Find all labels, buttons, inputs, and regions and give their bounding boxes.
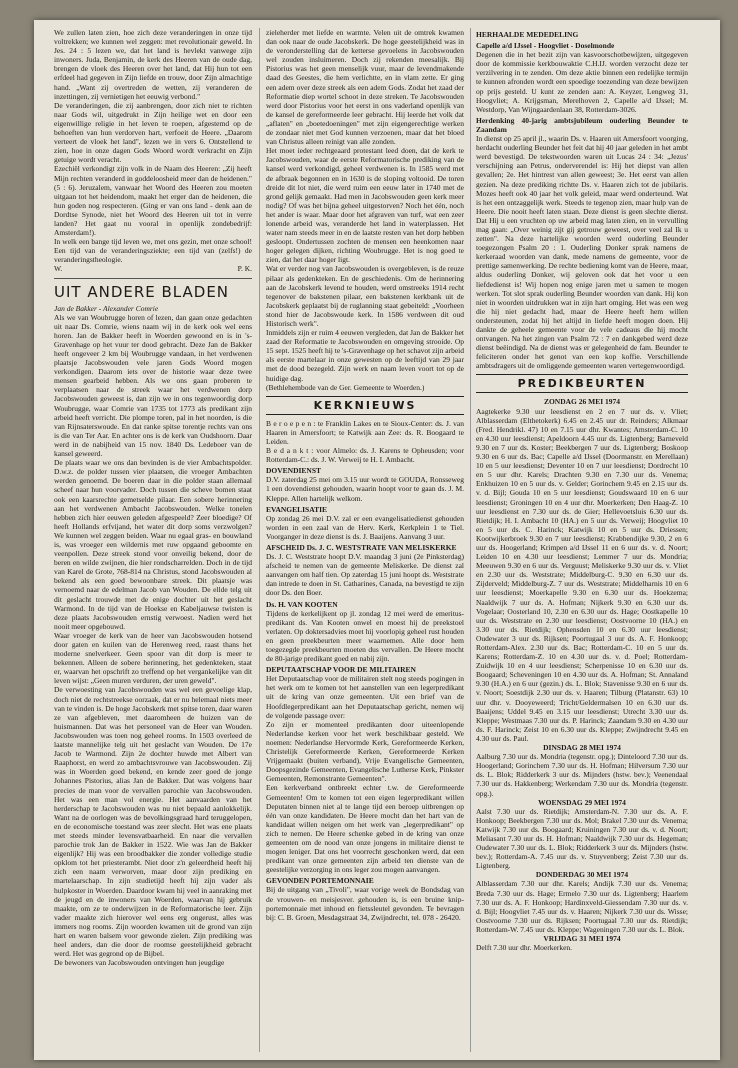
article-paragraph: In welk een bange tijd leven we, met ons gezin, met onze school! Een tijd van de veranderingsziekte; een tijd van (zelfs!) de veranderingstheologie. bbox=[54, 237, 252, 265]
schedule-entries: Aalst 7.30 uur ds. Rietdijk; Amsterdam-N. 7.30 uur ds. A. F. Honkoop; Beekbergen 7.30 uur ds. Mol; Brakel 7.30 uur ds. Venema; Katwijk 7.30 uur ds. Boogaard; Kruiningen 7.30 uur ds. v. d. Noort; Meliasant 7.30 uur ds. H. Hofman; Naaldwijk 7.30 uur ds. Hegeman; Oudewater 7.30 uur ds. L. Blok; Ridderkerk 3 uur ds. Mijnders (hstw. bev.); Rotterdam-A. 7.45 uur ds. v. Stuyvenberg; Zeist 7.30 uur ds. Ligtenberg. bbox=[476, 806, 688, 871]
news-bedankt: B e d a n k t : voor Almelo: ds. J. Karens te Opheusden; voor Rotterdam-C.: ds. J. W. Verweij te H. I. Ambacht. bbox=[266, 446, 464, 465]
schedule-day-heading: VRIJDAG 31 MEI 1974 bbox=[543, 934, 621, 943]
news-paragraph: Tijdens de kerkelijkent op jl. zondag 12 mei werd de emeritus-predikant ds. Van Kooten onwel en moest hij de preekstoel verlaten. Op doktersadvies moet hij voorlopig geheel rust houden en geen preekbeurten meer waarnemen. Alle door hem toegezegde preekbeurten moeten dus vervallen. De Heere mocht de 80-jarige predikant goed en nabij zijn. bbox=[266, 608, 464, 664]
section-title-predikbeurten: PREDIKBEURTEN bbox=[476, 374, 688, 393]
news-paragraph: Zo zijn er momenteel predikanten door uiteenlopende Nederlandse kerken voor het werk beschikbaar gesteld. We noemen: Nederlandse Hervormde Kerk, Gereformeerde Kerken, Christelijk Gereformeerde Kerken, Gereformeerde Kerken Vrijgemaakt (buiten verband), Vrije Evangelische Gemeenten, Doopsgezinde Gemeenten, Evangelische Lutherse Kerk, Pinkster Gemeenten, Remonstrante Gemeenten". bbox=[266, 719, 464, 784]
newspaper-page bbox=[34, 20, 720, 1060]
article-source: (Bethlehembode van de Ger. Gemeente te Woerden.) bbox=[266, 382, 425, 392]
schedule-entries: Aalburg 7.30 uur ds. Mondria (tegenstr. opg.); Dinteloord 7.30 uur ds. Hoogerland; Gorinchem 7.30 uur ds. H. Hofman; Hilversum 7.30 uur ds. L. Blok; Ridderkerk 3 uur ds. Mijnders (hstw. bev.); Veenendaal 7.30 uur ds. Hakkenberg; Werkendam 7.30 uur ds. Mondria (tegenstr. opg.). bbox=[476, 752, 688, 798]
article-paragraph: Als we van Woubrugge horen of lezen, dan gaan onze gedachten uit naar Ds. Comrie, wiens naam wij in de kerk ook wel eens horen. Jan de Bakker heeft in Woerden gewoond en is in 's-Gravenhage op het vuur ter dood gebracht. Deze Jan de Bakker heeft ongeveer 2 km bij Woubrugge vandaan, in het verdwenen plaatsje Jacobswouden vele jaren Gods Woord mogen verkondigen. Daarom iets over de historie waar deze twee mensen gearbeid hebben. Als we ons gaan proberen te verplaatsen naar de streek waar het verdwenen dorp Jacobswouden geweest is, dan zijn we in ons tegenwoordig dorp Woubrugge, waar Comrie van 1735 tot 1773 als predikant zijn arbeid heeft verricht. Die plompe toren, pal in het noorden, is die van Rijnsaterswoude. En dat ranke spitse torentje rechts van ons is die van Ter Aar. En achter ons is de kerk van Oudshoorn. Daar werd in de nabijheid van 15 nov. 1840 Ds. Ledeboer van de kansel geweerd. bbox=[54, 312, 252, 459]
signature-right: P. K. bbox=[237, 264, 252, 274]
section-rule bbox=[54, 278, 252, 279]
article-paragraph: Waar vroeger de kerk van de heer van Jacobswouden hotsend door gaten en kuilen van de Herenweg reed, raast thans het moderne snelverkeer. Geen spoor van dit dorp is meer te bekennen. Alleen de sobere herinnering, het gedenkteken, staat er, waarvan het opschrift zo treffend op het vergankelijke van dit leven wijst: „Geen muren verduren, der uren geweld". bbox=[54, 630, 252, 686]
news-heading: AFSCHEID Ds. J. C. WESTSTRATE VAN MELISKERKE bbox=[266, 542, 457, 552]
article-paragraph: We zullen laten zien, hoe zich deze veranderingen in onze tijd voltrekken; we kunnen wel zeggen: met revolutionair geweld. In Jes. 24 : 5 lezen we, dat het land is hevlekt vanwege zijn inwoners. Juda, Benjamin, de kerk des Heeren van de oude dag, brengen de vloek des Heeren over het land, dat Hij hun tot een erfdeel had gegeven in Zijn liefde en trouw, door Zijn almachtige hand. „Want zij overtreden de wetten, zij veranderen de inzettingen, zij vernietigen het eeuwig verbond." bbox=[54, 28, 252, 101]
column-divider bbox=[259, 28, 260, 1052]
article-paragraph: zieleherder met liefde en warmte. Velen uit de omtrek kwamen dan ook naar de oude Jacobskerk. De hoge geestelijkheid was in de veronderstelling dat de ketterse gevoelens in Jacobswouden wel zouden insluimeren. Doch zij rekenden meesalijk. Bij Pistorius was het geen menselijk vuur, maar de levendmakende daad des Geestes, die hem verlichtte, en in vlam zette. Er ging een adem over deze streek als een adem Gods. Zodat het zaad der Reformatie diep wortel schoot in deze streken. Te Jacobswouden werd door Pistorius voor het eerst in ons vaderland openlijk van de kansel de gereformeerde leer gebracht. Hij leerde het volk dat „aflaten" en „boetedoeningen" met zijn eigengerechtige werken de zondaar niet met God kunnen verzoenen, maar dat het bloed van Christus alleen reinigt van alle zonden. bbox=[266, 28, 464, 147]
schedule-day-heading: WOENSDAG 29 MEI 1974 bbox=[538, 797, 626, 807]
news-heading: Ds. H. VAN KOOTEN bbox=[266, 599, 338, 609]
news-heading: EVANGELISATIE bbox=[266, 504, 327, 514]
news-heading: HERHAALDE MEDEDELING bbox=[476, 30, 579, 39]
article-paragraph: Inmiddels zijn er ruim 4 eeuwen vergleden, dat Jan de Bakker het zaad der Reformatie te Jacobswouden en omgeving strooide. Op 15 sept. 1525 heeft hij te 's-Gravenhage op het schavot zijn arbeid als eerste martelaar in onze gewesten op de leeftijd van 29 jaar met de dood bezegeld. Zijn werk en naam leven voort tot op de huidige dag. bbox=[266, 328, 464, 383]
column-left bbox=[54, 28, 252, 1054]
signature-line bbox=[54, 264, 252, 273]
schedule-day-heading: ZONDAG 26 MEI 1974 bbox=[543, 397, 621, 407]
schedule-entries: Delft 7.30 uur dhr. Moerkerken. bbox=[476, 943, 573, 953]
news-beroepen: B e r o e p e n : te Franklin Lakes en te Sioux-Center: ds. J. van Haaren in Amersfoort; te Katwijk aan Zee: ds. R. Boogaard te Leiden. bbox=[266, 418, 464, 446]
column-middle bbox=[266, 28, 464, 1054]
news-paragraph: Degenen die in het bezit zijn van kasvoorschotbewijzen, uitgegeven door de kommissie kerkbouwaktie C.H.IJ. worden verzocht deze ter verzilvering in te zenden. Om deze aktie binnen een redelijke termijn te kunnen afronden wordt een spoedige toezending van deze bewijzen op prijs gesteld. U kunt ze zenden aan: A. Keyzer, Lengweg 31, Hoogvliet; A. Krijgsman, Merelhoven 2, Capelle a/d IJssel; M. Westdorp, Van Wijngaardenlaan 38, Rotterdam-3026. bbox=[476, 50, 688, 114]
news-heading: DOVENDIENST bbox=[266, 466, 322, 476]
article-paragraph: De verwoesting van Jacobswouden was wel een gevoelige klap, doch niet de rechtstreekse oorzaak, dat er nu helemaal niets meer van te vinden is. De hoge Jacobskerk met spitse toren, daar waren ze van afgebleven, met daaromheen de huizen van de huismannen. Dat was het personeel van de Heer van Wouden. Jacobswouden was toen nog geheel rooms. In 1503 overleed de laatste mannelijke telg uit het geslacht van Wouden. De 17e Jacob te Warmond. Zijn 2e dochter huwde met Albert van Raaphorst, en werd zo ambachtsvrouwe van Jacobswouden. Zij was in Woerden goed bekend, en kende zeer goed de jonge Johannes Pistorius, alias Jan de Bakker. Dat was volgens haar precies de man voor de vervallen parochie van Jacobswouden. Het was een man vol energie. Het aanvaarden van het herderschap te Jacobswouden was nu niet bepaald aanlokkelijk. Want na de oorlogen was de bevolkingsgraad hard teruggelopen, en de economische toestand was zeer slecht. Het was ene plaats met steeds minder levensvatbaarheid. En naar die vervallen parochie trok Jan de Bakker in 1522. Wie was Jan de Bakker eigenlijk? Hij was een broodbakker die zonder volledige studie opklom tot het priesterambt. Niet door z'n geleerdheid heeft hij zich een naam verworven, maar door zijn prediking en martelaarschap. In zijn studietijd heeft hij zijn vader als hulpkoster in Woerden. Daardoor kwam hij veel in aanraking met de jeugd en de inwoners van Woerden, waarvan hij gebruik maakte, om ze te onderwijzen in de Reformatorische leer. Zijn vader maakte zich hierover wel eens erg ongerust, alles was immers nog rooms. Zijn woorden kwamen uit de grond van zijn hart en waren balsem voor gewonde zielen. Zijn prediking was heel anders, dan die door de roomse geestelijkheid gebracht werd. Het was gegrond op de Bijbel. bbox=[54, 685, 252, 959]
article-byline: Jan de Bakker - Alexander Comrie bbox=[54, 303, 159, 313]
article-paragraph: De bewoners van Jacobswouden ontvingen hun jeugdige bbox=[54, 958, 225, 968]
section-title-kerknieuws: KERKNIEUWS bbox=[266, 396, 464, 415]
news-paragraph: Bij de uitgang van „Tivoli", waar vorige week de Bondsdag van de vrouwen- en meisjesver. gehouden is, is een bruine knip-portemonnaie met inhoud en fietssleutel gevonden. Te bevragen bij: C. B. Groen, Mesdagstraat 34, Zwijndrecht, tel. 078 - 26420. bbox=[266, 885, 464, 922]
news-paragraph: In dienst op 25 april jl., waarin Ds. v. Haaren uit Amersfoort voorging, herdacht ouderling Beunder het feit dat hij 40 jaar geleden in het ambt werd bevestigd. De tekstwoorden waren uit Lucas 24 : 34: „Jezus' verschijning aan Petrus, onderverendel is: Hij het diepst van allen gevallen; 2e. Het hintrest van allen geweest; 3e. Het eerst van allen gezien. Na deze prediking richtte Ds. v. Haaren zich tot de jubilaris. Mozes heeft ook 40 jaar het volk geleid, maar werd onderteund. Wat is het een ontzaggelijk werk. Steeds te tegenop zien, maar hulp van de Heere. Die nooit heeft laten staan. Deze dienst is geen slechte dienst. Dat Hij u een vruchten op uw arbeid mag laten zien, en in vervulling mag gaan: „Over weinig zijt gij getrouw geweest, over veel zal Ik u zetten". Na deze hartelijke woorden werd ouderling Beunder toegezongen Psalm 20 : 1. Ouderling Donker sprak namens de kerkeraad woorden van dank, mede namens de gemeente, voor de prettige samenwerking. De rechte bediening komt van de Heere, maar, aldus ouderling Donker, wij geloven ook dat het voor u een liefdedienst is! Wij hopen nog enige jaren met u samen te mogen werken. Tot slot sprak ouderling Beunder woorden van dank. Hij kon niet in woorden uitdrukken wat in zijn hart omging. Het was een weg die hij niet gedacht had, maar de Heere heeft hem willen ondersteunen, zodat hij het altijd in liefde heeft mogen doen. Hij dankte de geheele gemeente voor de vele cadeaus die hij mocht ontvangen. Na het zingen van Psalm 72 : 7 en dankgebed werd deze dienst beëindigd. Na de dienst was er gelegenheid de fam. Beunder te feliciteren onder het genot van een kop koffie. Verschillende ambtsdragers uit de omliggende gemeenten waren vertegenwoordigd. bbox=[476, 134, 688, 371]
news-paragraph: D.V. zaterdag 25 mei om 3.15 uur wordt te GOUDA, Ronsseweg 1 een dovendienst gehouden, waarin hoopt voor te gaan ds. J. M. Kleppe. Allen hartelijk welkom. bbox=[266, 475, 464, 503]
news-paragraph: Het Deputaatschap voor de militairen stelt nog steeds pogingen in het werk om te komen tot het aanstellen van een legerpredikant uit de kring van onze gemeenten. Uit een brief van de Hoofdlegerpredikant aan het Deputaatschap gericht, nemen wij de volgende passage over: bbox=[266, 674, 464, 720]
signature-left: W. bbox=[54, 264, 63, 274]
column-divider bbox=[470, 28, 471, 1052]
news-subheading: Capelle a/d IJssel - Hoogvliet - Doselmonde bbox=[476, 41, 615, 51]
column-right bbox=[476, 28, 688, 1054]
schedule-entries: Alblasserdam 7.30 uur dhr. Karels; Andijk 7.30 uur ds. Venema; Breda 7.30 uur ds. Hage; Ermelo 7.30 uur ds. Ligtenberg; Haarlem 7.30 uur ds. A. F. Honkoop; Hardinxveld-Giessendam 7.30 uur ds. v. d. Bijl; Hoogvliet 7.45 uur ds. v. Haaren; Nijkerk 7.30 uur ds. Wisse; Oostvoorne 7.30 uur ds. Rijksen; Poortugaal 7.30 uur ds. Rietdijk; Rotterdam-W. 7.45 uur ds. Kleppe; Wageningen 7.30 uur ds. L. Blok. bbox=[476, 879, 688, 934]
section-title-uit-andere-bladen: UIT ANDERE BLADEN bbox=[54, 282, 230, 301]
schedule-day-heading: DINSDAG 28 MEI 1974 bbox=[543, 743, 621, 753]
article-paragraph: Ezechiël verkondigt zijn volk in de Naam des Heeren: „Zij heeft Mijn rechten veranderd in goddeloosheid meer dan de heidenen." (5 : 6). Jeruzalem, vanwaar het Woord des Heeren zou moeten uitgaan tot het heidendom, maakt het erger dan de heidenen, die hun goden nog respecteren. (Ging er van ons land - denk aan de Dordtse Synode, niet het Woord des Heeren uit tot in verre landen? Het gaat nu vooral in openlijk zondebedrijf: Amsterdam!). bbox=[54, 164, 252, 238]
schedule-day-heading: DONDERDAG 30 MEI 1974 bbox=[535, 870, 629, 880]
article-paragraph: De veranderingen, die zij aanbrengen, door zich niet te richten naar Gods wil, uitgedrukt in Zijn heilige wet en door een eigenwillige religie in het leven te roepen, afgestemd op de behoeften van hun verdorven hart, verfoeit de Heere. „Daarom verteert de vloek het land", lezen we in vers 6. Ontstellend te zien, hoe in onze dagen Gods Woord wordt verkracht en Zijn getuige wordt veracht. bbox=[54, 100, 252, 165]
news-heading: GEVONDEN PORTEMONNAIE bbox=[266, 876, 374, 886]
news-paragraph: Een kerkverband ontbreekt echter t.w. de Gereformeerde Gemeenten! Om te komen tot een eigen legerpredikant willen Deputaten binnen niet al te lange tijd een beroep uitbrengen op één van onze kandidaten. De Heere mocht dan het hart van de kandidaat willen neigen om het werk van „legerpredikant" op zich te nemen. De Heere schenke gebed in de kring van onze gemeenten om de nood van onze jongens in militaire dienst te mogen leniger. Dat ons het voorrecht geschonken werd, dat een predikant van onze gemeenten zijn arbeid ten dienste van de geestelijke verzorging in ons leger zou mogen aanvangen. bbox=[266, 783, 464, 875]
news-heading: Herdenking 40-jarig ambtsjubileum ouderling Beunder te Zaandam bbox=[476, 115, 688, 134]
schedule-entries: Aagtekerke 9.30 uur leesdienst en 2 en 7 uur ds. v. Vliet; Alblasserdam (Elthetokerk) 6.45 en 2.45 uur dr. Reinders; Alkmaar (Fred. Hendrikl. 47) 10 en 7.15 uur dhr. Kwantes; Amsterdam-C. 10 en 4.30 uur leesdienst; Apeldoorn 4.45 uur ds. Ligtenberg; Barneveld 9.30 en 7 uur ds. Koster; Beekbergen 7 uur ds. Ligtenberg; Boskoop 9.30 en 6 uur ds. Bac; Capelle a/d IJssel (Doormanstr. en Merellaan) 10 en 5 uur leesdienst; Deventer 10 en 7 uur leesdienst; Dordrecht 10 en 5 uur dhr. Karels; Drachten 9.30 en 7.30 uur ds. Venema; Enkhuizen 10 en 5 uur ds. v. Gelder; Gorinchem 9.45 en 2.15 uur ds. v. d. Bijl; Gouda 10 en 5 uur leesdienst; Goudswaard 10 en 6 uur leesdienst; Groningen 10 en 4 uur dhr. Moerkerken; Den Haag-Z. 10 uur leesdienst en 7.30 uur ds. de Gier; Hellevoetsluis 6.30 uur ds. Rietdijk; H. I. Ambacht 10 (HA.) en 5 uur ds. Verweij; Hoogvliet 10 en 5 uur ds. C. Harinck; Katwijk 10 en 5 uur ds. Driessen; Kootwijkerbroek 9.30 en 7 uur leesdienst; Krabbendijke 9.30, 2 en 6 uur ds. Hoogerland; Krimpen a/d IJssel 11 en 6 uur ds. v. d. Noort; Leiden 10 en 4.30 uur leesdienst; Lemmer 7 uur ds. Mondria; Meeuwen 9.30 en 6 uur ds. Verguust; Meliskerke 9.30 uur ds. v. Vliet en 2.30 uur ds. Weststrate; Middelburg-C. 9.30 en 6.30 uur ds. Zijderveld; Middelburg-Z. 7 uur ds. Weststrate; Middelharnis 10 en 6 uur leesdienst; Moerkapelle 9.30 en 6.30 uur ds. Hoekzema; Naaldwijk 7 uur ds. A. Hofman; Nijkerk 9.30 en 6.30 uur ds. Vogelaar; Oosterland 10, 2.30 en 6.30 uur ds. Hage; Oostkapelle 10 uur ds. Weststrate en 2.30 uur leesdienst; Oostvoorne 10 (HA.) en 3.30 uur ds. Rietdijk; Ophensden 10 en 6.30 uur leesdienst; Oudewater 3 uur ds. Rijksen; Poortugaal 3 uur ds. A. F. Honkoop; Rotterdam-Alex. 2.30 uur ds. Bac; Rotterdam-C. 10 en 5 uur ds. Karens; Rotterdam-Z. 10 en 4.30 uur ds. v. d. Poel; Rotterdam-Zuidwijk 10 en 4 uur leesdienst; Scherpenisse 10 en 6.30 uur ds. Boogaard; Scheveningen 10 en 4.30 uur ds. A. Hofman; St. Annaland 9.30 (H.A.) en 6 uur (gezin.) ds. L. Blok; Stavenisse 9.30 en 6 uur ds. v. Noort; Soestdijk 2.30 uur ds. v. Haaren; Tilburg (Platanstr. 63) 10 uur dhr. v. Dooyeweerd; Tricht/Geldermalsen 10 en 6.30 uur ds. Baaijens; Uddel 9.45 en 3.15 uur leesdienst; Utrecht 3.30 uur ds. Kleppe; Westmaas 7.30 uur ds. P. Harinck; Zaandam 9.30 en 4.30 uur ds. F. Harinck; Zeist 10 en 6.30 uur ds. Kleppe; Zwijndrecht 9.45 en 4.30 uur ds. Paul. bbox=[476, 406, 688, 743]
news-heading: DEPUTAATSCHAP VOOR DE MILITAIREN bbox=[266, 665, 416, 675]
article-paragraph: Het moet ieder rechtgeaard protestant leed doen, dat de kerk te Jacobswouden, waar de eerste Reformatorische prediking van de kansel werd verkondigd, geheel verdwenen is. In 1585 werd met de afbraak begonnen en in 1630 is de sloping voltooid. De toren dreide dit lot niet, die werd ruim een eeuw later in 1740 met de grond gelijk gemaakt. Had men in Jacobswouden geen kerk meer nodig? Of was het bijna geheel uitgestorven? Noch het één, noch het ander is waar. Maar door het afgraven van turf, wat een zeer lonende arbeid was, veranderde het land in waterplassen. Het water nam steeds meer in en de laatste resten van het dorp hebben gesloopt. Ondertussen zochten de mensen een heenkomen naar hoger gelegen dijken, richting Woubrugge. Het is nog goed te zien, dat het daar hoger ligt. bbox=[266, 146, 464, 265]
article-paragraph: Wat er verder nog van Jacobswouden is overgebleven, is de reuze pilaar als gedenkteken. En de geschiedenis. Om de herinnering aan de Jacobskerk levend te houden, werd omstreeks 1914 recht tegenover de bakstenen pilaar, een bakstenen kerkbank uit de Jacobskerk geplaatst bij de ruglanning staat gebeiteld: „Voorheen stond hier de Jacobswoude kerk. In 1586 verdween dit oud Historisch werk". bbox=[266, 264, 464, 328]
article-paragraph: De plaats waar we ons dan bevinden is de vier Ambachtspolder. D.w.z. de polder tussen vier plaatsen, die vroeger Ambachten werden genoemd. De boeren daar in die polder staan allemaal scheef naar hun voorvader. Doch tussen die scheve bomen staat ook een kaarsrechte gemetselde pilaar. Een sobere herinnering aan het verdwenen Ambacht Jacobswouden. Welke tonelen hebben zich hier eeuwen geleden afgespeeld? Zeer bloedige? Of heeft Hollands erfvijand, het water dit dorp soms verzwolgen? We kunnen wel zeggen beiden. Waar nu egaal gras- en bouwland is, was vroeger een wildernis met ruw opgaand geboomte en veenpollen. Deze streek stond voor onveilig bekend, door de beren en wilde zwijnen, die hier rondscharrelden. Doch in de tijd van Karel de Grote, 768-814 na Christus, stond Jacobswouden al bekend als een goed bewoonbare streek. Dit plaatsje was vernoemd naar de edelman Jacob van Wouden. De ellde telg uit dit geslacht trouwde met de enige dochter uit het geslacht Warmond. In de tijd van de Hoekse en Kabeljauwse twisten is deze plaats Jacobswouden ernstig verwoest. Nadien werd het nooit meer opgebouwd. bbox=[54, 458, 252, 631]
news-paragraph: Op zondag 26 mei D.V. zal er een evangelisatiedienst gehouden worden in een zaal van de Herv. Kerk, Kerkplein 1 te Tiel. Voorganger in deze dienst is ds. J. Baaijens. Aanvang 3 uur. bbox=[266, 513, 464, 541]
news-paragraph: Ds. J. C. Weststrate hoopt D.V. maandag 3 juni (2e Pinksterdag) afscheid te nemen van de gemeente Meliskerke. De dienst zal aanvangen om half tien. Op zaterdag 15 juni hoopt ds. Weststrate dan intrede te doen in St. Catharines, Canada, na bevestigd te zijn door Ds. den Boer. bbox=[266, 552, 464, 598]
